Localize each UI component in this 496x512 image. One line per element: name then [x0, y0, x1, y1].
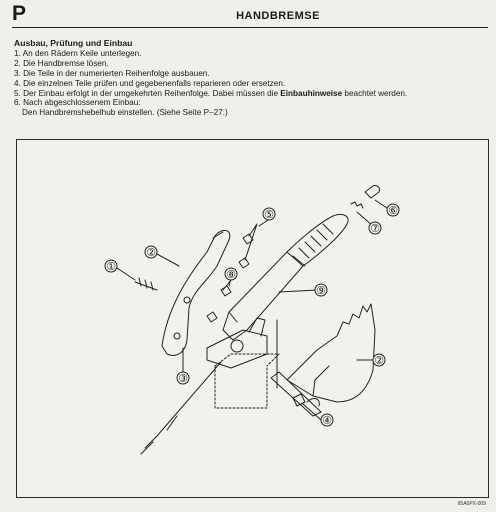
- callout-8-label: ⑧: [226, 268, 236, 281]
- step-text: Die einzelnen Teile prüfen und gegebenenfalls reparieren oder ersetzen.: [23, 78, 286, 88]
- step-text: An den Rädern Keile unterlegen.: [22, 48, 142, 58]
- step-1: [14, 49, 489, 59]
- step-number: 1.: [14, 48, 21, 58]
- step-text: Nach abgeschlossenem Einbau:: [23, 98, 141, 108]
- spring: [351, 202, 363, 208]
- callout-9-label: ⑨: [316, 284, 326, 297]
- ratchet-base: [207, 330, 267, 368]
- callout-5-label: ⑤: [264, 208, 274, 221]
- step-emphasis: Einbauhinweise: [280, 88, 343, 98]
- callout-4-label: ④: [322, 414, 332, 427]
- step-3: [14, 69, 489, 79]
- callout-6-label: ⑥: [388, 204, 398, 217]
- step-6: [14, 98, 489, 108]
- step-number: 4.: [14, 78, 21, 88]
- step-2: [14, 59, 489, 69]
- step-5: [14, 89, 489, 99]
- procedure-block: [14, 39, 489, 118]
- callout-2-left-label: ②: [146, 246, 156, 259]
- bolt-8a: [221, 286, 231, 296]
- callout-3-label: ③: [178, 372, 188, 385]
- step-4: [14, 79, 489, 89]
- floor-bracket-top: [215, 354, 279, 366]
- step-number: 2.: [14, 58, 21, 68]
- step-text: Der Einbau erfolgt in der umgekehrten Reihenfolge. Dabei müssen die: [23, 88, 281, 98]
- callout-7-label: ⑦: [370, 222, 380, 235]
- step-text: Die Teile in der numerierten Reihenfolge ausbauen.: [23, 68, 210, 78]
- procedure-heading: Ausbau, Prüfung und Einbau: [14, 38, 133, 48]
- right-cover: [287, 304, 375, 402]
- step-number: 3.: [14, 68, 21, 78]
- section-letter: P: [12, 2, 27, 25]
- bolt-8b: [207, 312, 217, 322]
- step-text-after: beachtet werden.: [342, 88, 408, 98]
- step-6-sub: Den Handbremshebelhub einstellen. (Siehe Seite P–27.): [22, 108, 228, 118]
- floor-bracket: [215, 366, 267, 408]
- callout-1-label: ①: [106, 260, 116, 273]
- page-title: HANDBREMSE: [236, 10, 320, 22]
- step-number: 5.: [14, 88, 21, 98]
- clip-5b: [239, 258, 249, 268]
- header-divider: [12, 27, 488, 28]
- callout-2-right-label: ②: [374, 354, 384, 367]
- exploded-view-figure: [16, 139, 489, 507]
- step-text: Die Handbremse lösen.: [23, 58, 109, 68]
- step-number: 6.: [14, 98, 21, 108]
- release-button: [365, 185, 380, 198]
- left-cover: [162, 230, 230, 355]
- figure-code: 95A0PX-009: [457, 501, 486, 507]
- handbrake-exploded-drawing: [17, 140, 488, 497]
